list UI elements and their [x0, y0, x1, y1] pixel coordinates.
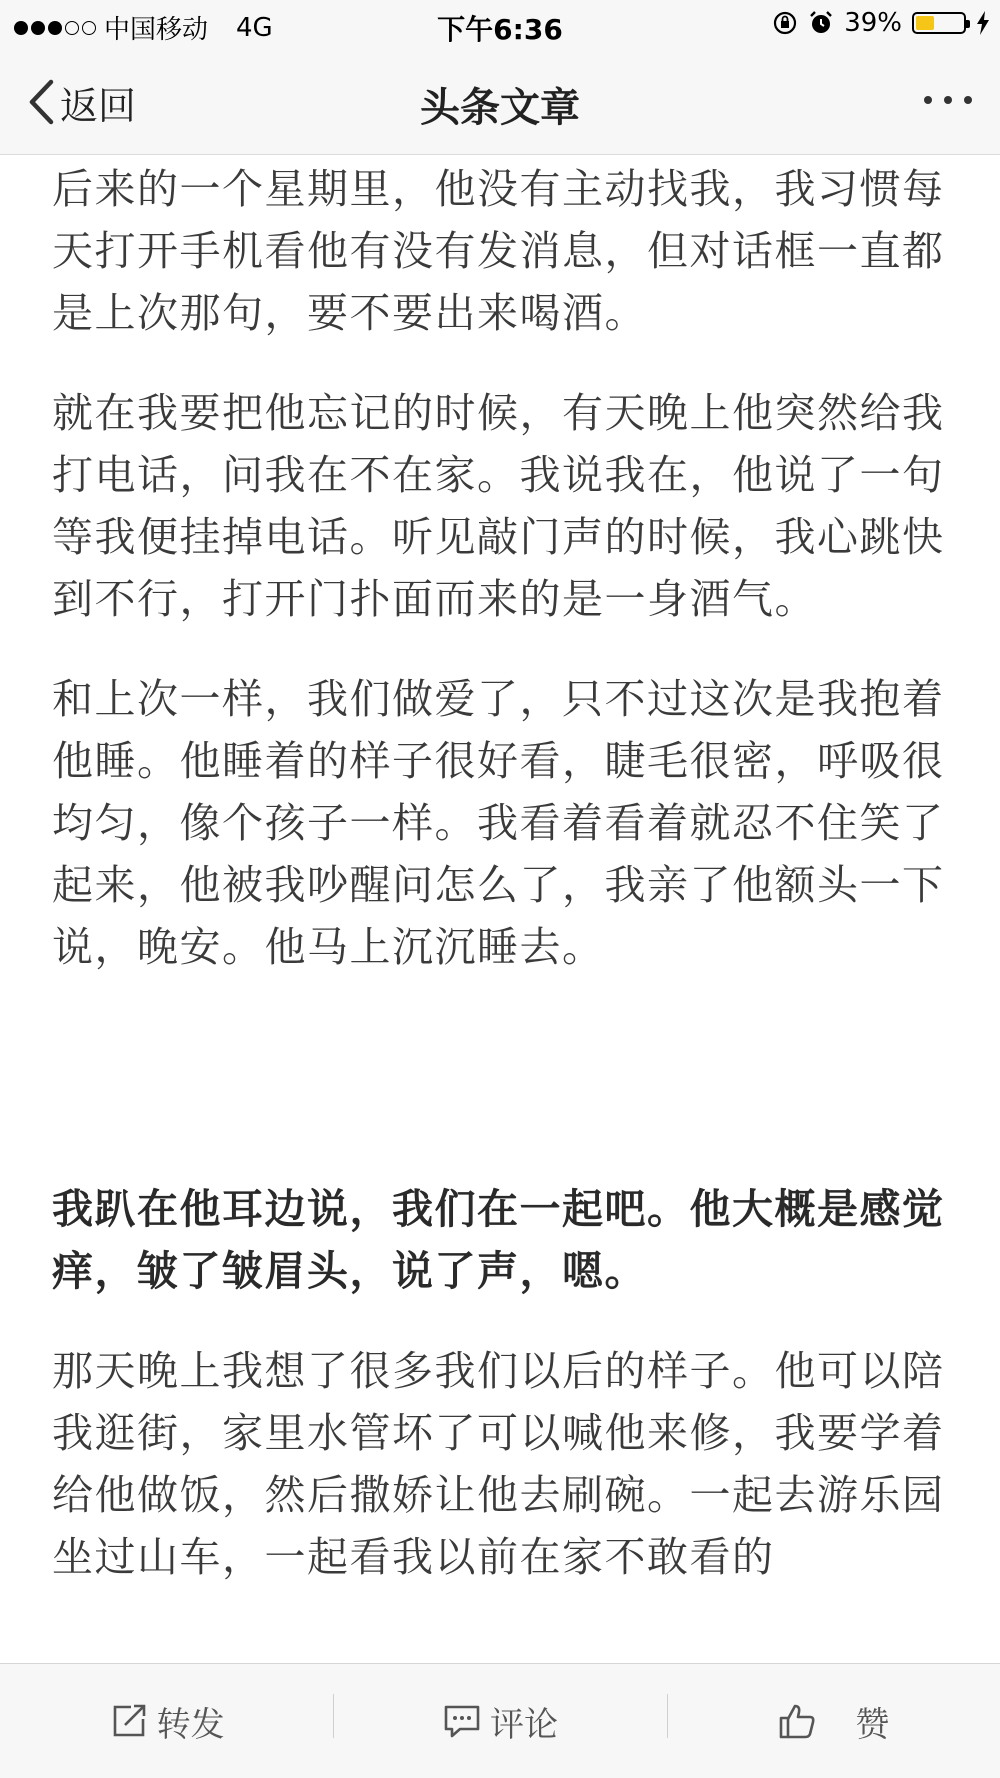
more-dots-icon [924, 96, 932, 104]
carrier-name: 中国移动 [104, 15, 209, 45]
thumbs-up-icon [777, 1701, 817, 1741]
back-label: 返回 [60, 83, 137, 128]
article-paragraph: 那天晚上我想了很多我们以后的样子。他可以陪我逛街，家里水管坏了可以喊他来修，我要学着给他做饭，然后撒娇让他去刷碗。一起去游乐园坐过山车，一起看我以前在家不敢看的 [52, 1347, 945, 1581]
share-icon [109, 1701, 149, 1741]
article-paragraph: 和上次一样，我们做爱了，只不过这次是我抱着他睡。他睡着的样子很好看，睫毛很密，呼吸很均匀，像个孩子一样。我看着看着就忍不住笑了起来，他被我吵醒问怎么了，我亲了他额头一下说，晚安。他马上沉沉睡去。 [52, 675, 945, 971]
navigation-bar [0, 50, 1000, 155]
like-button[interactable] [667, 1664, 1000, 1778]
comment-icon [442, 1701, 482, 1741]
share-button[interactable] [0, 1664, 333, 1778]
article-paragraph: 后来的一个星期里，他没有主动找我，我习惯每天打开手机看他有没有发消息，但对话框一直都是上次那句，要不要出来喝酒。 [52, 165, 945, 337]
status-time: 下午6:36 [437, 13, 563, 46]
article-body [52, 158, 952, 1663]
more-options-button[interactable] [924, 96, 972, 104]
status-right [772, 8, 990, 38]
network-type: 4G [236, 12, 273, 43]
comment-label: 评论 [489, 1704, 558, 1745]
like-label: 赞 [855, 1704, 890, 1745]
page-title: 头条文章 [420, 85, 580, 131]
charging-bolt-icon [976, 11, 990, 35]
share-label: 转发 [156, 1704, 225, 1745]
rotation-lock-icon [772, 10, 798, 36]
battery-percentage: 39% [844, 8, 902, 38]
article-paragraph: 就在我要把他忘记的时候，有天晚上他突然给我打电话，问我在不在家。我说我在，他说了一句等我便挂掉电话。听见敲门声的时候，我心跳快到不行，打开门扑面而来的是一身酒气。 [52, 389, 945, 623]
battery-icon [912, 12, 966, 34]
bottom-toolbar [0, 1663, 1000, 1778]
alarm-icon [808, 10, 834, 36]
article-paragraph-bold: 我趴在他耳边说，我们在一起吧。他大概是感觉痒，皱了皱眉头，说了声，嗯。 [52, 1185, 945, 1295]
status-bar [0, 0, 1000, 50]
comment-button[interactable] [333, 1664, 666, 1778]
paragraph-spacer [52, 1016, 952, 1178]
